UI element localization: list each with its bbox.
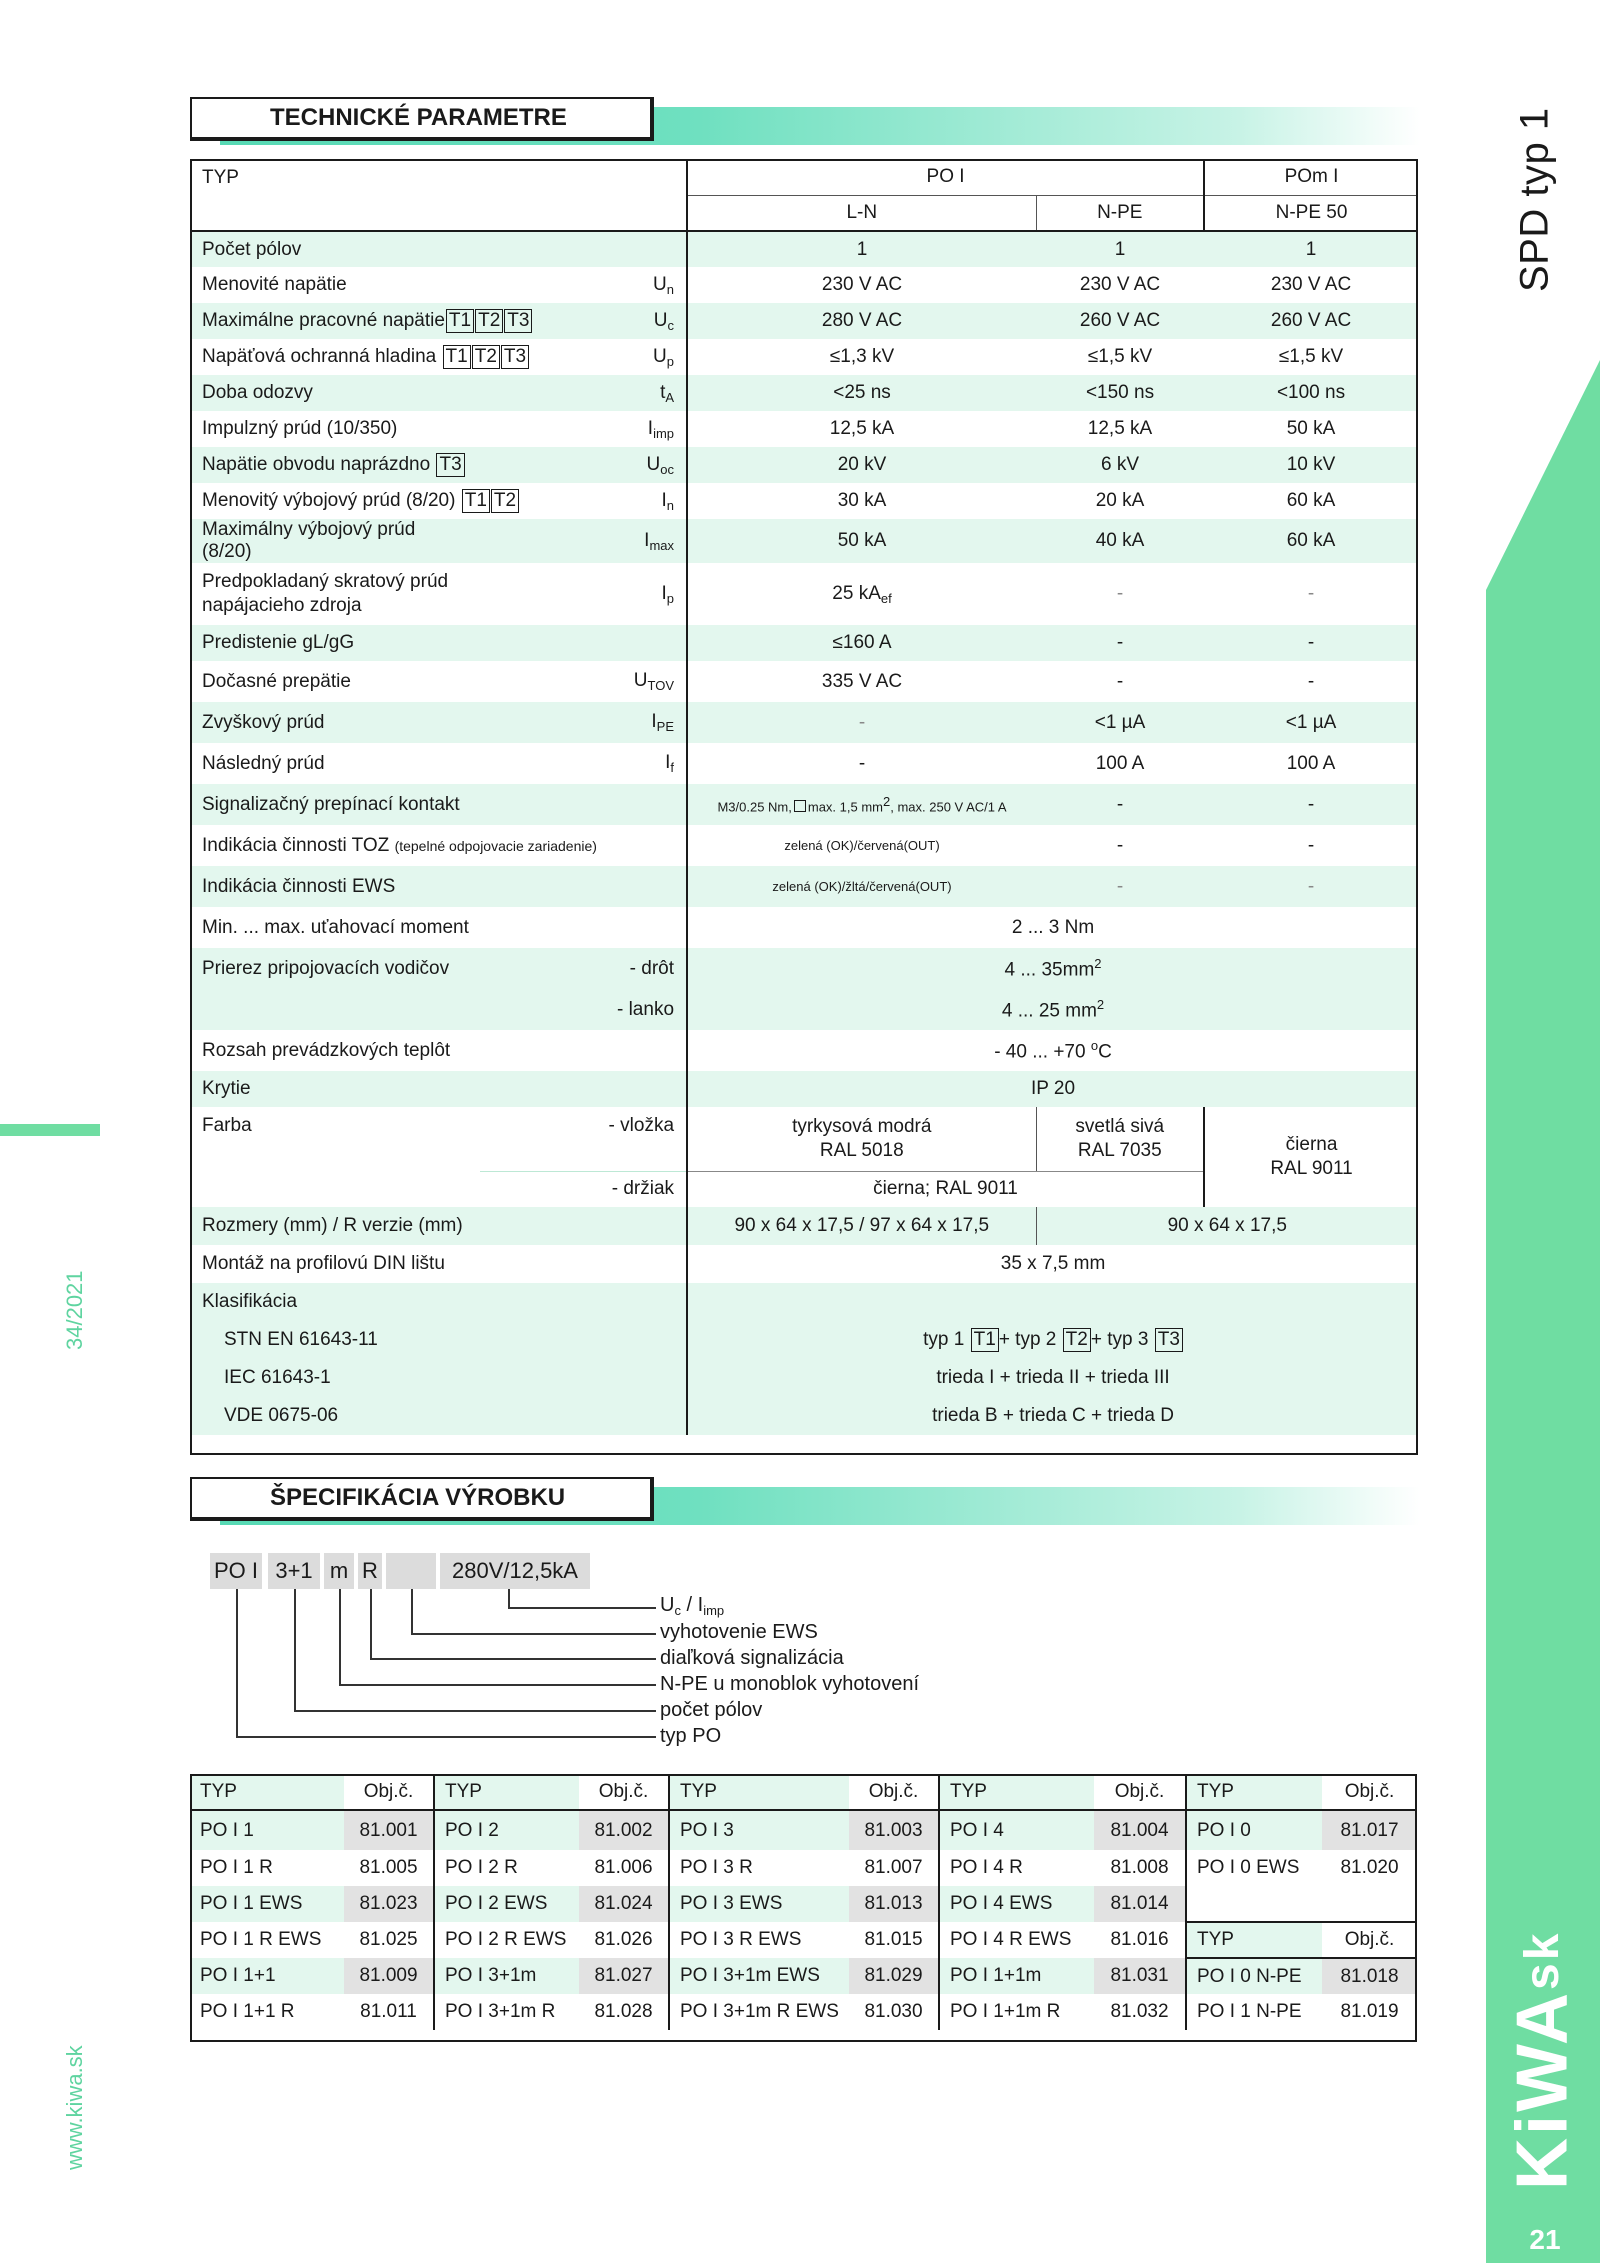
param-row: Klasifikácia xyxy=(190,1283,1418,1321)
col-po-header: PO I xyxy=(687,159,1204,195)
section-header-spec xyxy=(190,1477,1400,1525)
code-segment: R xyxy=(358,1553,382,1589)
order-row: PO I 1 R EWS 81.025 PO I 2 R EWS 81.026 PO I 3 R EWS 81.015 PO I 4 R EWS 81.016 TYP Obj.č. xyxy=(190,1922,1417,1958)
param-row: Indikácia činnosti EWS zelená (OK)/žltá/červená(OUT) - - xyxy=(190,866,1418,907)
param-row: STN EN 61643-11 typ 1 T1 + typ 2 T2 + typ 3 T3 xyxy=(190,1321,1418,1359)
section-title: ŠPECIFIKÁCIA VÝROBKU xyxy=(190,1477,654,1521)
issue-number: 34/2021 xyxy=(62,1270,87,1350)
param-row: Rozsah prevádzkových teplôt - 40 ... +70 $^o$C xyxy=(190,1030,1418,1071)
param-row: Napätie obvodu naprázdno T3 $U_{oc}$ 20 kV 6 kV 10 kV xyxy=(190,447,1418,483)
code-segment: 280V/12,5kA xyxy=(440,1553,590,1589)
order-row: PO I 1+1 81.009 PO I 3+1m 81.027 PO I 3+1m EWS 81.029 PO I 1+1m 81.031 PO I 0 N-PE 81.018 xyxy=(190,1958,1417,1994)
left-accent-bar xyxy=(0,1124,100,1136)
order-row: PO I 1 EWS 81.023 PO I 2 EWS 81.024 PO I 3 EWS 81.013 PO I 4 EWS 81.014 xyxy=(190,1886,1417,1922)
code-segment: 3+1 xyxy=(268,1553,320,1589)
param-row: Počet pólov 1 1 1 xyxy=(190,231,1418,267)
spec-label: typ PO xyxy=(660,1725,722,1747)
param-row: Dočasné prepätie $U_{TOV}$ 335 V AC - - xyxy=(190,661,1418,702)
spec-label: N-PE u monoblok vyhotovení xyxy=(660,1673,920,1695)
param-row: Impulzný prúd (10/350) $I_{imp}$ 12,5 kA 12,5 kA 50 kA xyxy=(190,411,1418,447)
param-row: VDE 0675-06 trieda B + trieda C + trieda D xyxy=(190,1397,1418,1435)
param-row: Farba - vložka tyrkysová modrá RAL 5018 svetlá sivá RAL 7035 čierna RAL 9011 xyxy=(190,1107,1418,1171)
page-number: 21 xyxy=(1529,2224,1561,2255)
spec-label: diaľková signalizácia xyxy=(660,1647,844,1669)
param-row: Montáž na profilovú DIN lištu 35 x 7,5 mm xyxy=(190,1245,1418,1283)
side-band xyxy=(1486,0,1600,2263)
typ-header: TYP xyxy=(190,159,687,231)
param-row: Min. ... max. uťahovací moment 2 ... 3 Nm xyxy=(190,907,1418,948)
param-row: Maximálny výbojový prúd (8/20) $I_{max}$ 50 kA 40 kA 60 kA xyxy=(190,519,1418,563)
param-row: Následný prúd $I_f$ - 100 A 100 A xyxy=(190,743,1418,784)
param-row: Krytie IP 20 xyxy=(190,1071,1418,1107)
param-row: IEC 61643-1 trieda I + trieda II + trieda III xyxy=(190,1359,1418,1397)
code-segment: PO I xyxy=(210,1553,262,1589)
param-row: Indikácia činnosti TOZ (tepelné odpojovacie zariadenie) zelená (OK)/červená(OUT) - - xyxy=(190,825,1418,866)
brand-logo: KiWA sk xyxy=(1502,1930,1583,2190)
website: www.kiwa.sk xyxy=(62,2045,87,2170)
spec-label-uc: $U_c / I_{imp}$ xyxy=(660,1594,725,1618)
order-row: PO I 1+1 R 81.011 PO I 3+1m R 81.028 PO I 3+1m R EWS 81.030 PO I 1+1m R 81.032 PO I 1 N-PE 81.019 xyxy=(190,1994,1417,2030)
section-header-technical xyxy=(190,97,1400,145)
code-segment: m xyxy=(324,1553,354,1589)
sub-ln-header: L-N xyxy=(687,195,1036,231)
order-header-row: TYP Obj.č. TYP Obj.č. TYP Obj.č. TYP Obj.č. TYP Obj.č. xyxy=(190,1774,1417,1810)
param-row: Zvyškový prúd $I_{PE}$ - <1 µA <1 µA xyxy=(190,702,1418,743)
param-row: Prierez pripojovacích vodičov - drôt 4 ... $35mm^2$ xyxy=(190,948,1418,989)
col-pom-header: POm I xyxy=(1204,159,1418,195)
order-row: PO I 1 R 81.005 PO I 2 R 81.006 PO I 3 R 81.007 PO I 4 R 81.008 PO I 0 EWS 81.020 xyxy=(190,1850,1417,1886)
param-row: Doba odozvy $t_A$ <25 ns <150 ns <100 ns xyxy=(190,375,1418,411)
param-row: Rozmery (mm) / R verzie (mm) 90 x 64 x 17,5 / 97 x 64 x 17,5 90 x 64 x 17,5 xyxy=(190,1207,1418,1245)
param-row: Predistenie gL/gG ≤160 A - - xyxy=(190,625,1418,661)
param-row: Menovitý výbojový prúd (8/20) T1 T2 $I_n$ 30 kA 20 kA 60 kA xyxy=(190,483,1418,519)
param-row: Signalizačný prepínací kontakt M3/0.25 Nm, max. 1,5 $mm^2$, max. 250 V AC/1 A - - xyxy=(190,784,1418,825)
param-row: - lanko 4 ... 25 $mm^2$ xyxy=(190,989,1418,1030)
sub-npe-header: N-PE xyxy=(1036,195,1204,231)
order-table xyxy=(190,1774,1417,2030)
param-row: Predpokladaný skratový prúd napájacieho zdroja $I_p$ 25 $kA_{ef}$ - - xyxy=(190,563,1418,625)
param-row: Menovité napätie $U_n$ 230 V AC 230 V AC 230 V AC xyxy=(190,267,1418,303)
order-row: PO I 1 81.001 PO I 2 81.002 PO I 3 81.003 PO I 4 81.004 PO I 0 81.017 xyxy=(190,1810,1417,1850)
side-title: SPD typ 1 xyxy=(1512,107,1557,293)
param-row: - držiak čierna; RAL 9011 xyxy=(190,1171,1418,1207)
code-segment xyxy=(386,1553,436,1589)
parameters-table xyxy=(190,159,1418,1435)
param-row: Napäťová ochranná hladina T1 T2 T3 $U_p$ ≤1,3 kV ≤1,5 kV ≤1,5 kV xyxy=(190,339,1418,375)
spec-label: vyhotovenie EWS xyxy=(660,1621,818,1643)
spec-label: počet pólov xyxy=(660,1699,763,1721)
sub-npe50-header: N-PE 50 xyxy=(1204,195,1418,231)
param-row: Maximálne pracovné napätie T1 T2 T3 $U_c$ 280 V AC 260 V AC 260 V AC xyxy=(190,303,1418,339)
section-title: TECHNICKÉ PARAMETRE xyxy=(190,97,654,141)
